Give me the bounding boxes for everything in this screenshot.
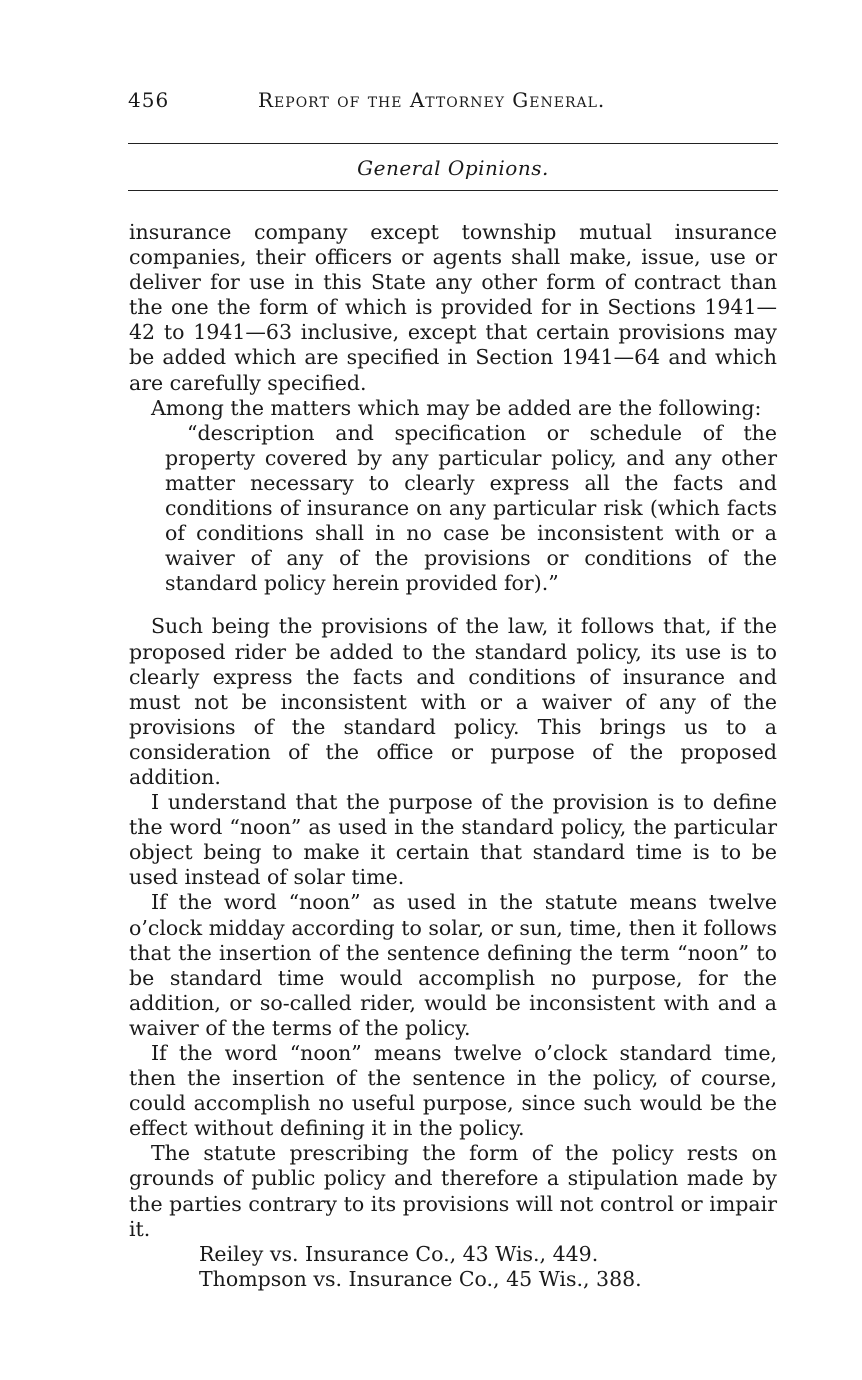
paragraph-standard-time: If the word “noon” means twelve o’clock standard time, then the insertion of the sentence in the policy, of course, could accomplish no useful purpose, since such would be the effect without defining it in the policy. [129,1041,777,1141]
citation: Thompson vs. Insurance Co., 45 Wis., 388. [199,1266,642,1291]
paragraph-public-policy: The statute prescribing the form of the policy rests on grounds of public policy and therefore a stipulation made by the parties contrary to its provisions will not control or impair it. [129,1141,777,1241]
section-title: General Opinions. [357,156,549,180]
block-quote: “description and specification or schedule of the property covered by any particular policy, and any other matter necessary to clearly express all the facts and conditions of insurance on any particular risk (which facts of conditions shall in no case be inconsistent with or a waiver of any of the provisions or conditions of the standard policy herein provided for).” [165,420,777,596]
paragraph-matters: Among the matters which may be added are the following: [151,395,762,420]
paragraph-solar-time: If the word “noon” as used in the statute means twelve o’clock midday according to solar, or sun, time, then it follows that the insertion of the sentence defining the term “noon” to be standard time would accomplish no purpose, for the addition, or so-called rider, would be inconsistent with and a waiver of the terms of the policy. [129,890,777,1040]
paragraph-purpose: I understand that the purpose of the provision is to define the word “noon” as used in the standard policy, the particular object being to make it certain that standard time is to be used instead of solar time. [129,790,777,890]
page-header [128,86,778,116]
paragraph-continued: insurance company except township mutual insurance companies, their officers or agents shall make, issue, use or deliver for use in this State any other form of contract than the one the form of which is provided for in Sections 1941—42 to 1941—63 inclusive, except that certain provisions may be added which are specified in Section 1941—64 and which are carefully specified. [129,220,777,395]
header-rule-top [128,143,778,144]
paragraph-spacer [129,596,777,614]
citation: Reiley vs. Insurance Co., 43 Wis., 449. [199,1241,599,1266]
page-number: 456 [128,88,170,112]
paragraph-provisions: Such being the provisions of the law, it follows that, if the proposed rider be added to the standard policy, its use is to clearly express the facts and conditions of insurance and must not be inconsistent with or a waiver of any of the provisions of the standard policy. This brings us to a consideration of the office or purpose of the proposed addition. [129,614,777,789]
running-title: Report of the Attorney General. [258,88,606,112]
header-rule-bottom [128,190,778,191]
body-text [129,220,777,1292]
